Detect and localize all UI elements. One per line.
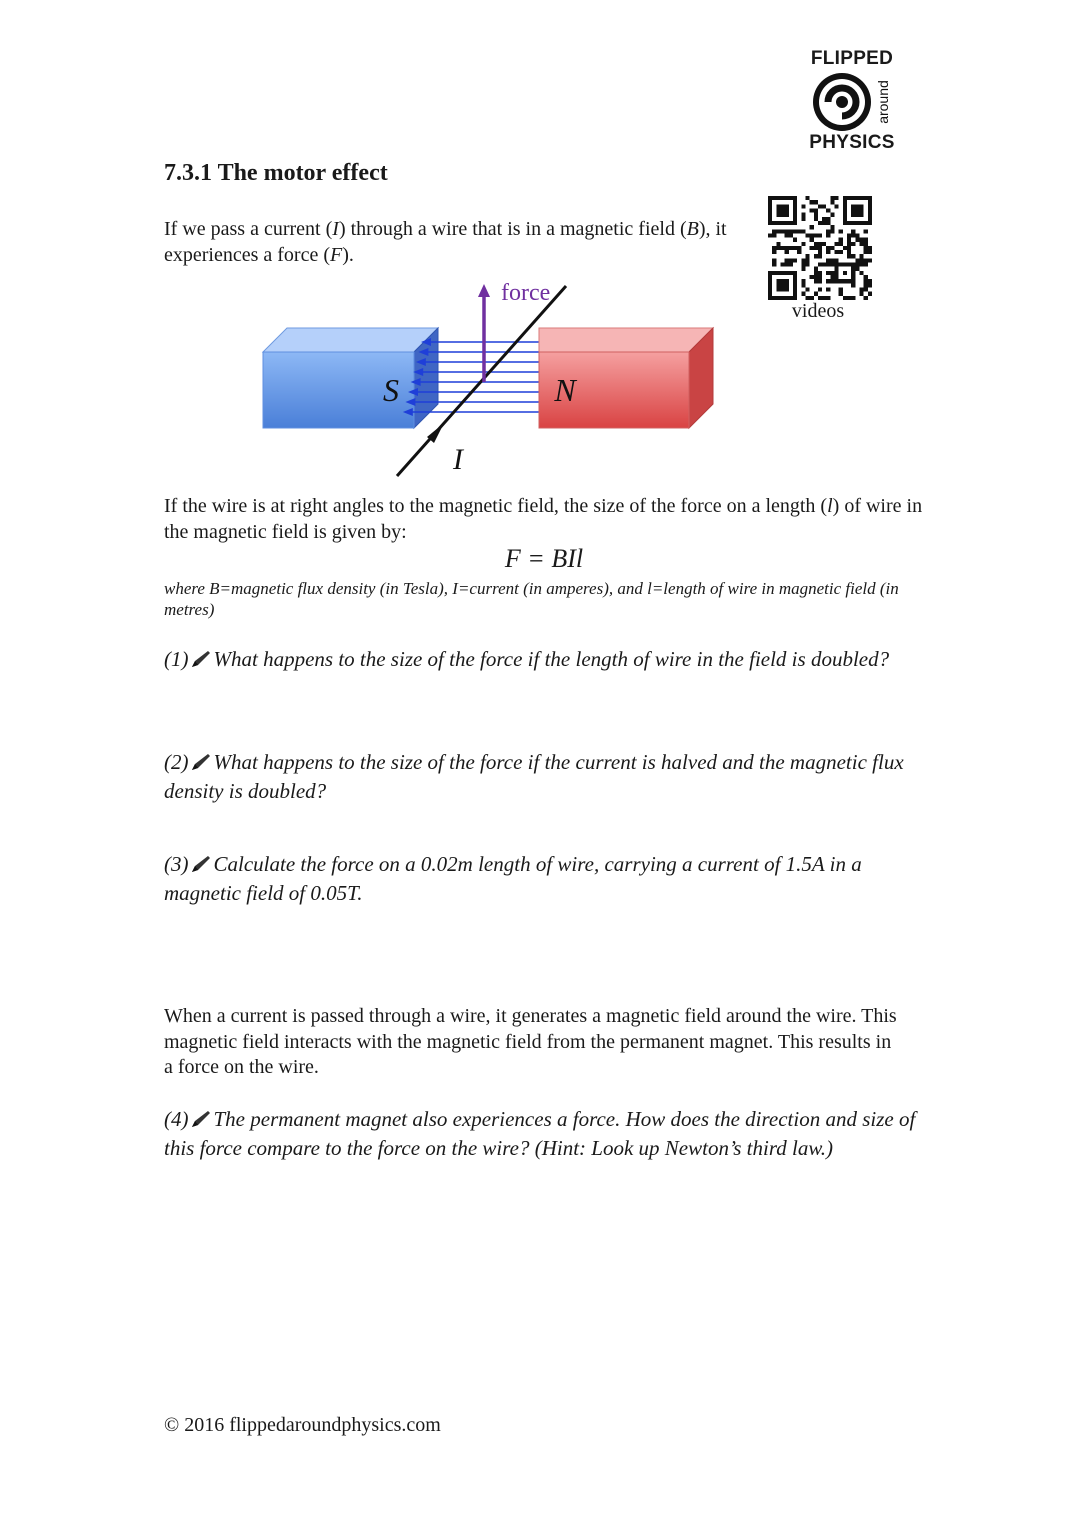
- equation-definitions: where B=magnetic flux density (in Tesla), I=current (in amperes), and l=length of wire in magnetic field (in metres): [164, 579, 899, 619]
- question-4: (4) The permanent magnet also experiences a force. How does the direction and size of this force compare to the force on the wire? (Hint: Look up Newton’s third law.): [164, 1107, 916, 1160]
- question-3: (3) Calculate the force on a 0.02m length of wire, carrying a current of 1.5A in a magnetic field of 0.05T.: [164, 852, 862, 905]
- pencil-icon: [190, 854, 212, 880]
- motor-effect-diagram: [255, 276, 725, 482]
- logo-side-word: around: [875, 80, 891, 124]
- question-2: (2) What happens to the size of the force if the current is halved and the magnetic flux density is doubled?: [164, 750, 904, 803]
- current-label: I: [453, 443, 463, 476]
- formula-intro-paragraph: If the wire is at right angles to the magnetic field, the size of the force on a length (l) of wire in the magnetic field is given by:: [164, 495, 923, 543]
- explanation-paragraph: When a current is passed through a wire, it generates a magnetic field around the wire. This magnetic field interacts with the magnetic field from the permanent magnet. This results in a force on the wire.: [164, 1005, 897, 1078]
- force-equation: F = BIl: [504, 544, 584, 573]
- logo-spiral-icon: [806, 72, 898, 132]
- question-1: (1) What happens to the size of the force if the length of wire in the field is doubled?: [164, 646, 924, 675]
- flipped-around-physics-logo: [806, 48, 898, 158]
- section-title: 7.3.1 The motor effect: [164, 160, 388, 186]
- pencil-icon: [190, 752, 212, 778]
- pencil-icon: [190, 649, 212, 675]
- north-pole-label: N: [554, 372, 576, 408]
- qr-code-label: videos: [791, 300, 845, 322]
- force-arrow-icon: [478, 284, 490, 297]
- logo-bottom-word: PHYSICS: [809, 132, 895, 153]
- logo-top-word: FLIPPED: [810, 48, 894, 69]
- qr-code-icon[interactable]: [768, 196, 872, 300]
- intro-paragraph: If we pass a current (I) through a wire that is in a magnetic field (B), it experiences a force (F).: [164, 218, 727, 266]
- copyright-footer: © 2016 flippedaroundphysics.com: [164, 1414, 441, 1436]
- pencil-icon: [190, 1109, 212, 1135]
- force-label: force: [501, 280, 551, 306]
- south-pole-label: S: [383, 372, 399, 408]
- north-magnet: [539, 328, 713, 428]
